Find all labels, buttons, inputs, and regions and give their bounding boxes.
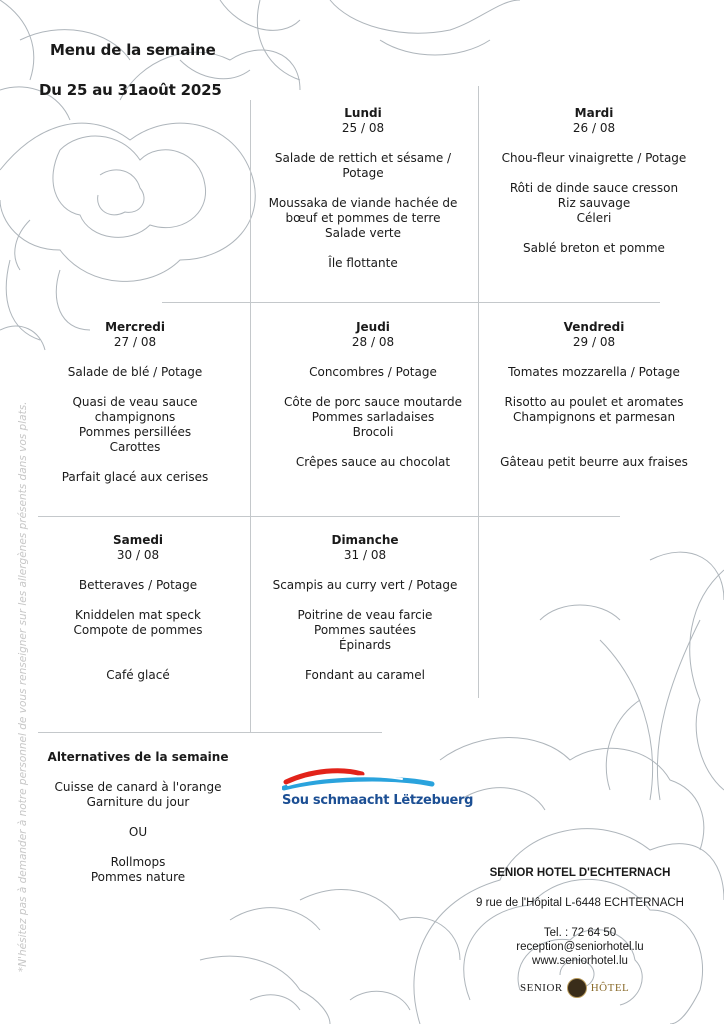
logo-stripes-icon [282,768,448,792]
day-date: 30 / 08 [116,548,160,562]
grid-hline-3 [38,732,382,733]
day-dish: Rôti de dinde sauce cresson Riz sauvage Céleri [509,181,679,225]
hotel-website[interactable]: www.seniorhotel.lu [532,955,628,967]
logo-text: Sou schmaacht Lëtzebuerg [282,793,474,808]
day-dish: Parfait glacé aux cerises [61,470,209,484]
day-dish: Gâteau petit beurre aux fraises [500,455,688,469]
day-samedi [38,533,238,683]
hotel-contact [450,866,710,968]
alternative-item: Rollmops Pommes nature [90,855,186,884]
hotel-emblem-icon [567,978,587,998]
day-dimanche [265,533,465,683]
hotel-phone: Tel. : 72 64 50 [543,927,617,939]
day-date: 28 / 08 [351,335,395,349]
day-name: Lundi [344,106,382,120]
day-dish: Salade de rettich et sésame / Potage [274,151,452,180]
day-dish: Scampis au curry vert / Potage [272,578,458,592]
day-name: Dimanche [331,533,399,547]
day-date: 26 / 08 [572,121,616,135]
allergen-note: *N'hésitez pas à demander à notre personnel de vous renseigner sur les allergènes présents dans vos plats. [17,401,29,972]
brand-right: HÔTEL [590,982,630,994]
day-dish: Salade de blé / Potage [67,365,203,379]
hotel-email[interactable]: reception@seniorhotel.lu [516,941,644,953]
day-date: 27 / 08 [113,335,157,349]
day-dish: Café glacé [106,668,170,682]
day-dish: Kniddelen mat speck Compote de pommes [73,608,203,637]
day-dish: Fondant au caramel [305,668,425,682]
senior-hotel-logo [520,978,629,998]
day-dish: Concombres / Potage [309,365,437,379]
day-mercredi [35,320,235,485]
grid-hline-2 [38,516,620,517]
menu-title: Menu de la semaine [50,41,216,59]
alternatives-title: Alternatives de la semaine [47,750,229,764]
day-dish: Moussaka de viande hachée de bœuf et pommes de terre Salade verte [268,196,458,240]
day-dish: Betteraves / Potage [78,578,198,592]
grid-vline-1b [250,302,251,732]
alternative-item: OU [128,825,148,839]
day-dish: Risotto au poulet et aromates Champignons et parmesan [504,395,684,424]
grid-vline-2b [478,516,479,698]
day-vendredi [494,320,694,470]
day-date: 29 / 08 [572,335,616,349]
hotel-name: SENIOR HOTEL D'ECHTERNACH [489,867,671,879]
day-name: Vendredi [563,320,625,334]
day-dish: Poitrine de veau farcie Pommes sautées Épinards [297,608,433,652]
day-dish: Tomates mozzarella / Potage [508,365,680,379]
day-lundi [263,106,463,271]
day-mardi [494,106,694,256]
grid-hline-1 [162,302,660,303]
day-dish: Quasi de veau sauce champignons Pommes persillées Carottes [72,395,198,454]
day-name: Mercredi [105,320,165,334]
day-dish: Sablé breton et pomme [523,241,665,255]
day-date: 25 / 08 [341,121,385,135]
day-date: 31 / 08 [343,548,387,562]
grid-vline-2a [478,86,479,516]
alternatives-section [38,750,238,885]
grid-vline-1a [250,100,251,302]
day-jeudi [273,320,473,470]
day-dish: Crêpes sauce au chocolat [295,455,451,469]
sou-schmaacht-logo [282,768,474,810]
alternative-item: Cuisse de canard à l'orange Garniture du jour [54,780,222,809]
hotel-address: 9 rue de l'Hôpital L-6448 ECHTERNACH [475,897,684,909]
brand-left: SENIOR [520,982,563,994]
day-name: Mardi [574,106,614,120]
day-dish: Chou-fleur vinaigrette / Potage [501,151,687,165]
menu-dates: Du 25 au 31août 2025 [39,81,222,99]
day-dish: Île flottante [328,256,398,270]
day-name: Samedi [112,533,164,547]
day-dish: Côte de porc sauce moutarde Pommes sarladaises Brocoli [284,395,462,439]
day-name: Jeudi [356,320,390,334]
